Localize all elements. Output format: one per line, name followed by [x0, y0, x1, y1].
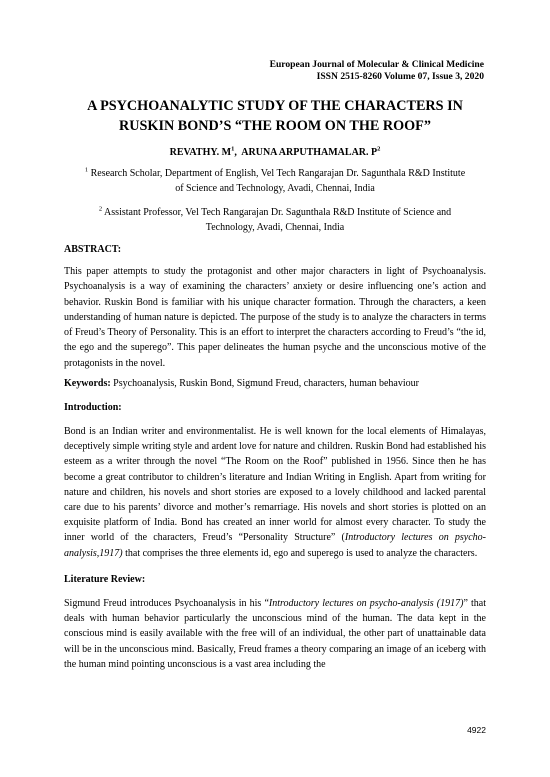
affiliation-2-mark: 2: [98, 205, 103, 213]
title-line-1: A PSYCHOANALYTIC STUDY OF THE CHARACTERS IN: [87, 98, 463, 114]
affiliation-1: [74, 166, 476, 196]
affiliation-2: [74, 205, 476, 235]
keywords-list: Psychoanalysis, Ruskin Bond, Sigmund Freud, characters, human behaviour: [110, 378, 419, 389]
introduction-body: [64, 424, 486, 561]
affiliation-1-line-2: of Science and Technology, Avadi, Chennai, India: [175, 183, 375, 194]
affiliation-2-line-1: Assistant Professor, Vel Tech Rangarajan Dr. Sagunthala R&D Institute of Science and: [102, 207, 452, 218]
affiliation-1-mark: 1: [84, 166, 89, 174]
literature-review-text-b: ” that deals with human behavior particularly the unconscious mind of the human. The data kept in the conscious mind is easily available with the free will of an individual, the other part of unattainable data will be in the unconscious mind. Basically, Freud frames a theory comparing an image of an iceberg with the human mind pointing unconscious is a vast area including the: [64, 598, 487, 670]
literature-review-body: [64, 596, 486, 672]
author-2: ARUNA ARPUTHAMALAR. P: [241, 147, 378, 158]
author-2-affil-mark: 2: [377, 145, 381, 153]
author-1-affil-mark: 1: [231, 145, 235, 153]
affiliation-1-line-1: Research Scholar, Department of English, Vel Tech Rangarajan Dr. Sagunthala R&D Institute: [88, 168, 466, 179]
author-1: REVATHY. M: [169, 147, 232, 158]
literature-review-citation: Introductory lectures on psycho-analysis (1917): [268, 598, 464, 609]
affiliation-2-line-2: Technology, Avadi, Chennai, India: [205, 222, 345, 233]
abstract-body: This paper attempts to study the protagonist and other major characters in light of Psychoanalysis. Psychoanalysis is a way of examining the characters’ anxiety or desire influencing one’s action and behavior. Ruskin Bond is familiar with his unique character formation. Through the characters, a keen understanding of human nature is depicted. The purpose of the study is to analyze the characters in terms of Freud’s Theory of Personality. This is an effort to interpret the characters according to Freud’s “the id, the ego and the superego”. This paper delineates the human psyche and the unconscious motive of the protagonists in the novel.: [64, 266, 486, 369]
issn-line: ISSN 2515-8260 Volume 07, Issue 3, 2020: [316, 71, 484, 82]
introduction-text-b: that comprises the three elements id, ego and superego is used to analyze the characters.: [122, 547, 478, 559]
introduction-citation: Introductory lectures on psycho-analysis,1917): [64, 532, 486, 559]
abstract-heading: ABSTRACT:: [64, 244, 122, 255]
introduction-heading: Introduction:: [64, 402, 122, 413]
paper-title: [60, 96, 490, 136]
author-list: [60, 146, 490, 160]
literature-review-text-a: Sigmund Freud introduces Psychoanalysis in his “: [64, 598, 269, 609]
keywords-label: Keywords:: [64, 378, 111, 389]
journal-name: European Journal of Molecular & Clinical Medicine: [269, 59, 484, 70]
introduction-text-a: Bond is an Indian writer and environmentalist. He is well known for the local elements of Himalayas, deceptively simple writing style and ardent love for nature and children. Ruskin Bond had established his esteem as a writer through the novel “The Room on the Roof” published in 1956. Since then he has become a great contributor to children’s literature and Indian Writing in English. Apart from writing for nature and children, his novels and short stories are exposed to a lovely childhood and lacked parental care due to his parents’ divorce and mother’s remarriage. His novels and short stories is plotted on an exquisite platform of India. Bond has created an inner world for almost every character. To study the inner world of the characters, Freud’s “Personality Structure” (: [64, 426, 486, 544]
title-line-2: RUSKIN BOND’S “THE ROOM ON THE ROOF”: [119, 118, 431, 134]
literature-review-heading: Literature Review:: [64, 574, 146, 585]
author-separator: ,: [234, 147, 242, 158]
page-number: 4922: [467, 725, 486, 735]
keywords: [64, 377, 486, 391]
